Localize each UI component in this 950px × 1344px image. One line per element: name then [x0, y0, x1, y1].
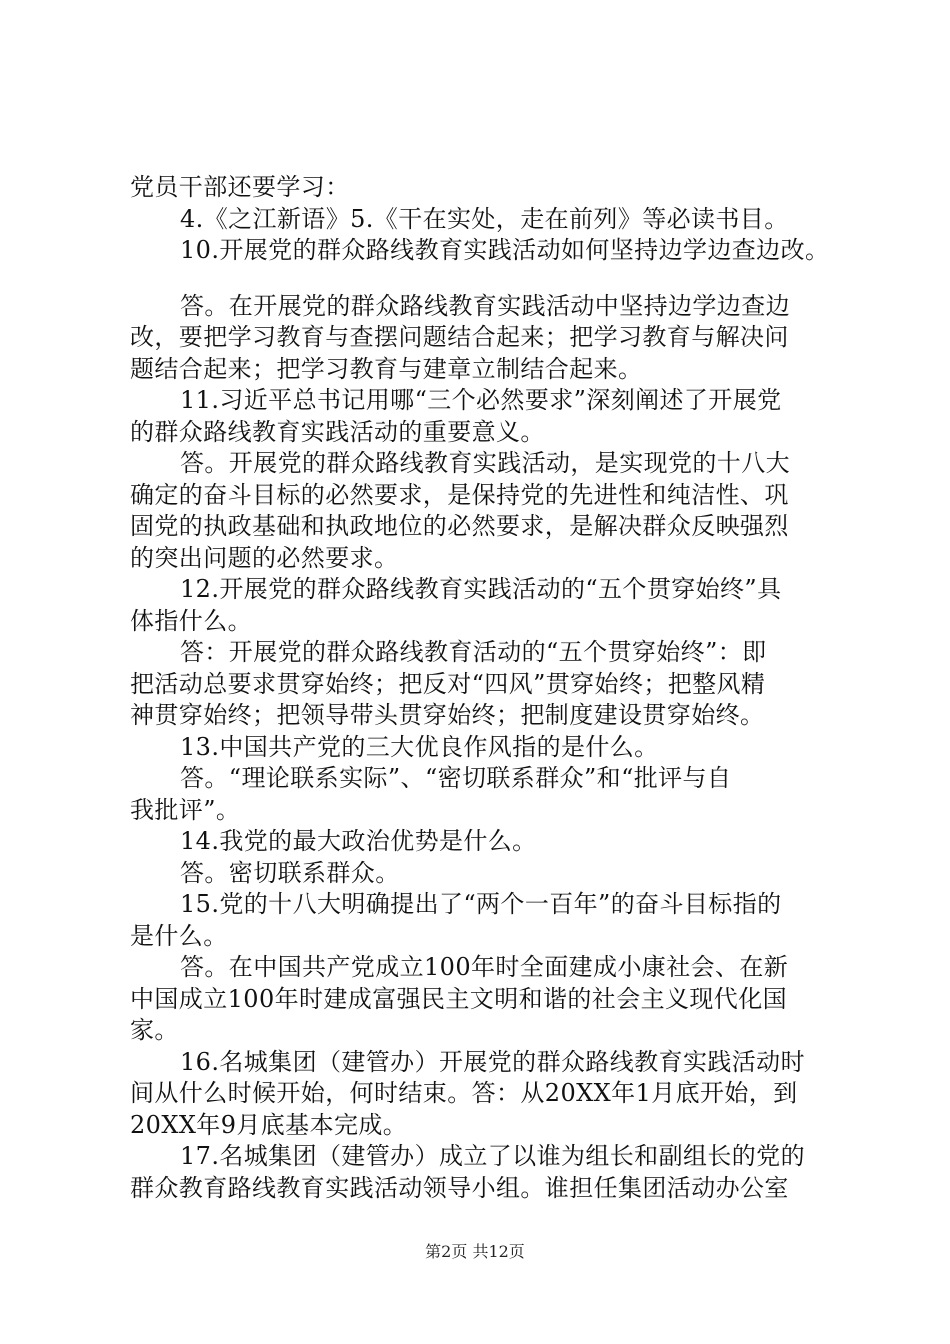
text-line: 固党的执政基础和执政地位的必然要求，是解决群众反映强烈	[130, 512, 789, 540]
text-line: 4.《之江新语》5.《干在实处，走在前列》等必读书目。	[180, 204, 789, 233]
text-line: 10.开展党的群众路线教育实践活动如何坚持边学边查边改。	[180, 236, 830, 264]
text-line: 体指什么。	[130, 606, 252, 635]
text-line: 答。“理论联系实际”、“密切联系群众”和“批评与自	[180, 764, 732, 792]
text-line: 15.党的十八大明确提出了“两个一百年”的奋斗目标指的	[180, 890, 782, 918]
text-line: 答。密切联系群众。	[180, 858, 400, 887]
text-line: 确定的奋斗目标的必然要求，是保持党的先进性和纯洁性、巩	[130, 480, 789, 509]
text-line: 我批评”。	[130, 795, 241, 824]
text-line: 答：开展党的群众路线教育活动的“五个贯穿始终”：即	[180, 638, 767, 666]
text-line: 群众教育路线教育实践活动领导小组。谁担任集团活动办公室	[130, 1173, 789, 1202]
page-number: 第2页 共12页	[425, 1242, 525, 1261]
text-line: 改，要把学习教育与查摆问题结合起来；把学习教育与解决问	[130, 323, 789, 351]
text-line: 11.习近平总书记用哪“三个必然要求”深刻阐述了开展党	[180, 386, 782, 414]
document-body	[130, 172, 830, 1204]
text-line: 答。开展党的群众路线教育实践活动，是实现党的十八大	[180, 449, 790, 477]
text-line: 的群众路线教育实践活动的重要意义。	[130, 417, 545, 446]
text-line: 神贯穿始终；把领导带头贯穿始终；把制度建设贯穿始终。	[130, 701, 765, 729]
text-line: 的突出问题的必然要求。	[130, 543, 399, 572]
text-line: 答。在开展党的群众路线教育实践活动中坚持边学边查边	[180, 291, 790, 320]
text-line: 党员干部还要学习：	[130, 173, 350, 201]
text-line: 14.我党的最大政治优势是什么。	[180, 827, 537, 855]
text-line: 是什么。	[130, 921, 228, 950]
blank-gap	[130, 267, 830, 291]
text-line: 16.名城集团（建管办）开展党的群众路线教育实践活动时	[180, 1047, 805, 1076]
text-line: 中国成立100年时建成富强民主文明和谐的社会主义现代化国	[130, 984, 788, 1013]
text-line: 答。在中国共产党成立100年时全面建成小康社会、在新	[180, 953, 789, 981]
text-line: 17.名城集团（建管办）成立了以谁为组长和副组长的党的	[180, 1142, 805, 1170]
text-line: 间从什么时候开始，何时结束。答：从20XX年1月底开始，到	[130, 1079, 798, 1107]
text-line: 题结合起来；把学习教育与建章立制结合起来。	[130, 354, 643, 383]
text-line: 家。	[130, 1016, 179, 1044]
text-line: 20XX年9月底基本完成。	[130, 1110, 408, 1139]
text-line: 把活动总要求贯穿始终；把反对“四风”贯穿始终；把整风精	[130, 669, 766, 698]
text-line: 12.开展党的群众路线教育实践活动的“五个贯穿始终”具	[180, 575, 782, 603]
page-footer	[0, 1242, 950, 1262]
text-line: 13.中国共产党的三大优良作风指的是什么。	[180, 732, 659, 761]
